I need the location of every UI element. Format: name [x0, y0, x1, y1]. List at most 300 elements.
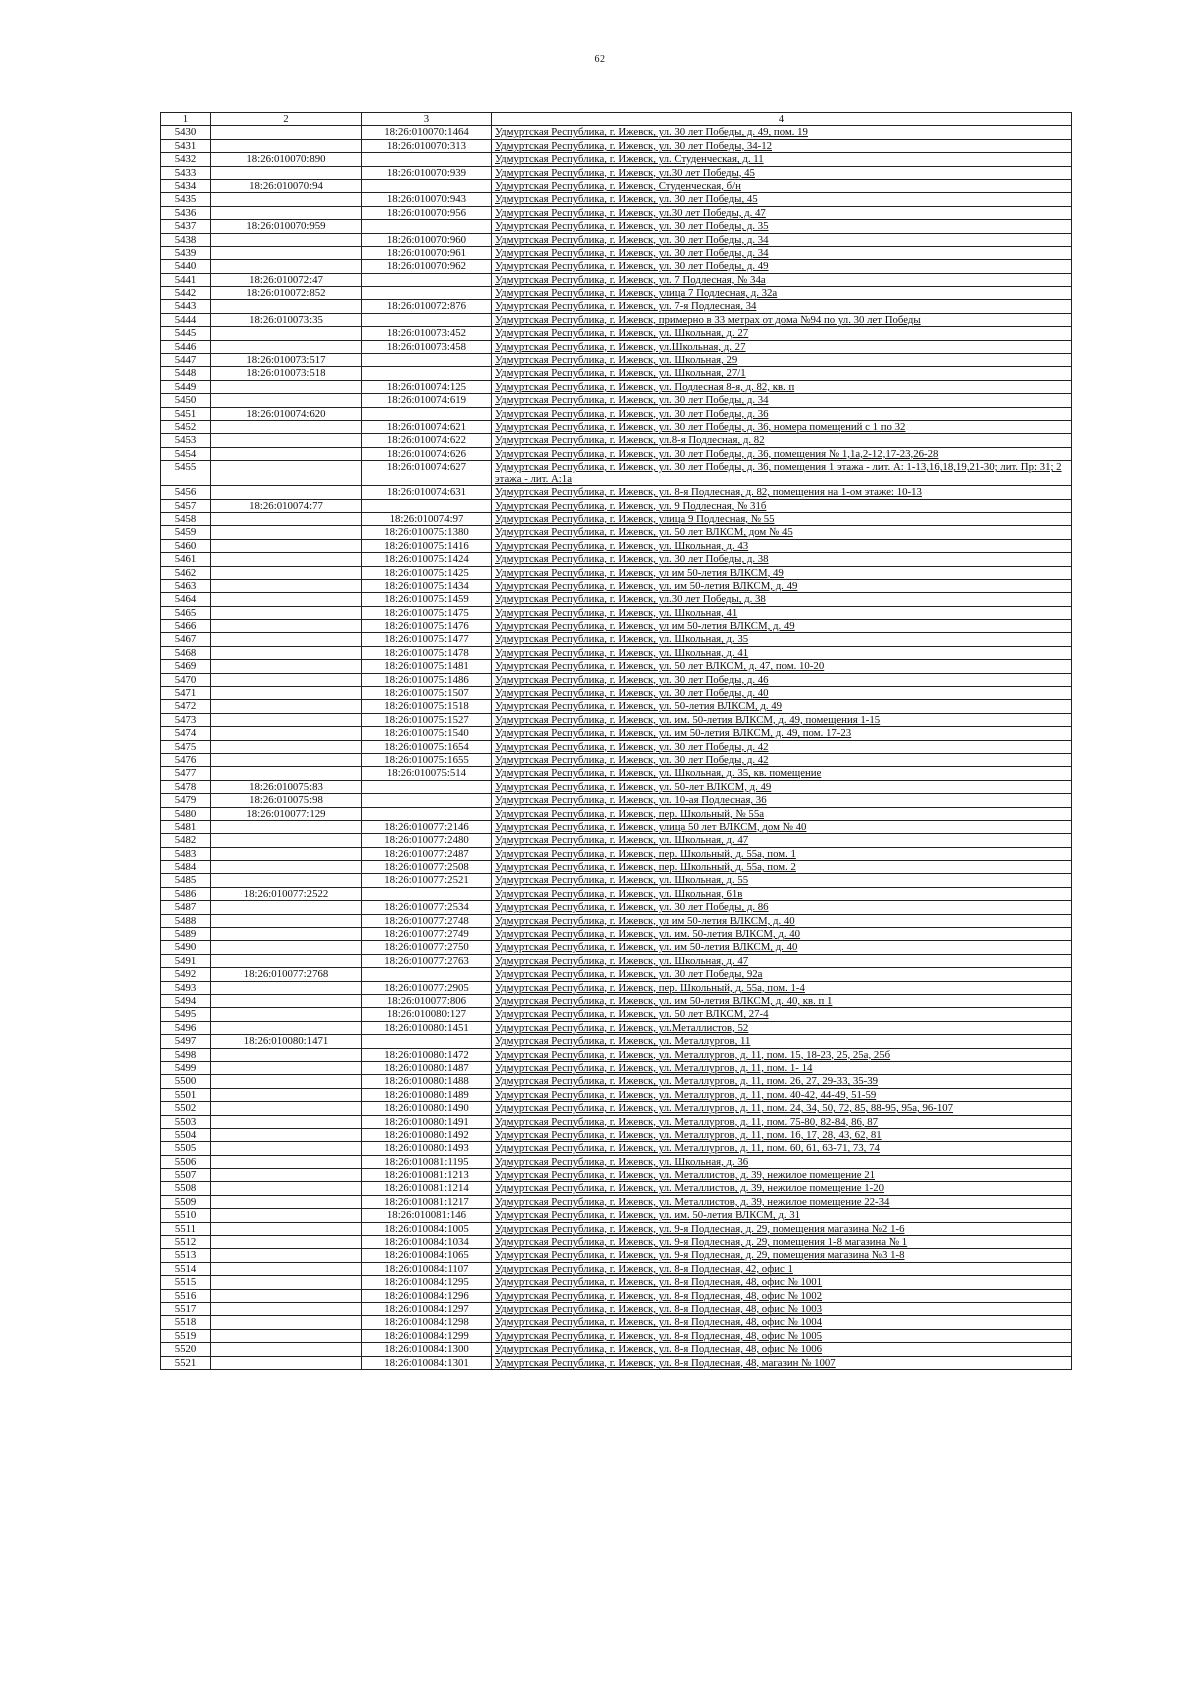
row-number-cell: 5455	[161, 461, 211, 486]
land-cadastral-number-cell: 18:26:010077:2522	[211, 887, 362, 900]
land-cadastral-number-cell	[211, 566, 362, 579]
table-row	[161, 287, 1072, 300]
table-row	[161, 1008, 1072, 1021]
land-cadastral-number-cell	[211, 1222, 362, 1235]
address-cell: Удмуртская Республика, г. Ижевск, Студенческая, б/н	[492, 179, 1072, 192]
land-cadastral-number-cell	[211, 434, 362, 447]
table-row	[161, 1195, 1072, 1208]
table-row	[161, 1329, 1072, 1342]
address-cell: Удмуртская Республика, г. Ижевск, ул. Школьная, д. 47	[492, 834, 1072, 847]
object-cadastral-number-cell: 18:26:010077:2534	[362, 901, 492, 914]
row-number-cell: 5456	[161, 486, 211, 499]
land-cadastral-number-cell	[211, 1262, 362, 1275]
object-cadastral-number-cell	[362, 499, 492, 512]
object-cadastral-number-cell	[362, 273, 492, 286]
object-cadastral-number-cell	[362, 153, 492, 166]
row-number-cell: 5506	[161, 1155, 211, 1168]
land-cadastral-number-cell	[211, 954, 362, 967]
address-cell: Удмуртская Республика, г. Ижевск, ул. 8-я Подлесная, 42, офис 1	[492, 1262, 1072, 1275]
object-cadastral-number-cell: 18:26:010077:2763	[362, 954, 492, 967]
row-number-cell: 5447	[161, 354, 211, 367]
address-cell: Удмуртская Республика, г. Ижевск, ул. им 50-летия ВЛКСМ, д. 40	[492, 941, 1072, 954]
row-number-cell: 5494	[161, 995, 211, 1008]
address-cell: Удмуртская Республика, г. Ижевск, ул. Школьная, д. 43	[492, 539, 1072, 552]
address-cell: Удмуртская Республика, г. Ижевск, ул. им. 50-летия ВЛКСМ, д. 31	[492, 1209, 1072, 1222]
row-number-cell: 5482	[161, 834, 211, 847]
table-row	[161, 327, 1072, 340]
row-number-cell: 5477	[161, 767, 211, 780]
table-row	[161, 206, 1072, 219]
land-cadastral-number-cell: 18:26:010077:2768	[211, 968, 362, 981]
object-cadastral-number-cell	[362, 220, 492, 233]
object-cadastral-number-cell: 18:26:010070:1464	[362, 126, 492, 139]
address-cell: Удмуртская Республика, г. Ижевск, ул. Металлургов, д. 11, пом. 60, 61, 63-71, 73, 74	[492, 1142, 1072, 1155]
object-cadastral-number-cell	[362, 179, 492, 192]
row-number-cell: 5449	[161, 380, 211, 393]
table-row	[161, 1142, 1072, 1155]
address-cell: Удмуртская Республика, г. Ижевск, ул. 30 лет Победы, д. 46	[492, 673, 1072, 686]
address-cell: Удмуртская Республика, г. Ижевск, ул. Металлургов, д. 11, пом. 26, 27, 29-33, 35-39	[492, 1075, 1072, 1088]
header-row	[161, 113, 1072, 126]
table-row	[161, 1343, 1072, 1356]
land-cadastral-number-cell	[211, 874, 362, 887]
land-cadastral-number-cell	[211, 727, 362, 740]
table-row	[161, 499, 1072, 512]
table-row	[161, 1316, 1072, 1329]
land-cadastral-number-cell	[211, 526, 362, 539]
row-number-cell: 5446	[161, 340, 211, 353]
object-cadastral-number-cell: 18:26:010084:1296	[362, 1289, 492, 1302]
land-cadastral-number-cell	[211, 995, 362, 1008]
address-cell: Удмуртская Республика, г. Ижевск, ул. 30 лет Победы, д. 36, номера помещений с 1 по 32	[492, 420, 1072, 433]
object-cadastral-number-cell: 18:26:010075:1540	[362, 727, 492, 740]
address-cell: Удмуртская Республика, г. Ижевск, ул. им 50-летия ВЛКСМ, д. 49	[492, 579, 1072, 592]
table-row	[161, 740, 1072, 753]
row-number-cell: 5445	[161, 327, 211, 340]
land-cadastral-number-cell	[211, 847, 362, 860]
table-row	[161, 273, 1072, 286]
land-cadastral-number-cell	[211, 394, 362, 407]
address-cell: Удмуртская Республика, г. Ижевск, ул.30 лет Победы, д. 38	[492, 593, 1072, 606]
address-cell: Удмуртская Республика, г. Ижевск, ул. Металлургов, д. 11, пом. 15, 18-23, 25, 25а, 25б	[492, 1048, 1072, 1061]
land-cadastral-number-cell	[211, 740, 362, 753]
land-cadastral-number-cell	[211, 233, 362, 246]
address-cell: Удмуртская Республика, г. Ижевск, ул. Металлургов, д. 11, пом. 40-42, 44-49, 51-59	[492, 1088, 1072, 1101]
table-row	[161, 727, 1072, 740]
object-cadastral-number-cell: 18:26:010077:2748	[362, 914, 492, 927]
land-cadastral-number-cell	[211, 1008, 362, 1021]
table-row	[161, 1276, 1072, 1289]
address-cell: Удмуртская Республика, г. Ижевск, ул.Металлистов, 52	[492, 1021, 1072, 1034]
table-row	[161, 901, 1072, 914]
object-cadastral-number-cell: 18:26:010080:1487	[362, 1061, 492, 1074]
table-row	[161, 713, 1072, 726]
row-number-cell: 5496	[161, 1021, 211, 1034]
row-number-cell: 5480	[161, 807, 211, 820]
row-number-cell: 5471	[161, 687, 211, 700]
column-header-4: 4	[492, 113, 1072, 126]
land-cadastral-number-cell	[211, 461, 362, 486]
table-row	[161, 753, 1072, 766]
table-row	[161, 861, 1072, 874]
address-cell: Удмуртская Республика, г. Ижевск, ул им 50-летия ВЛКСМ, 49	[492, 566, 1072, 579]
row-number-cell: 5453	[161, 434, 211, 447]
address-cell: Удмуртская Республика, г. Ижевск, ул. 10-ая Подлесная, 36	[492, 794, 1072, 807]
object-cadastral-number-cell: 18:26:010084:1298	[362, 1316, 492, 1329]
object-cadastral-number-cell: 18:26:010075:1459	[362, 593, 492, 606]
row-number-cell: 5474	[161, 727, 211, 740]
object-cadastral-number-cell: 18:26:010075:1477	[362, 633, 492, 646]
row-number-cell: 5500	[161, 1075, 211, 1088]
object-cadastral-number-cell: 18:26:010077:2508	[362, 861, 492, 874]
row-number-cell: 5512	[161, 1236, 211, 1249]
row-number-cell: 5435	[161, 193, 211, 206]
table-row	[161, 1102, 1072, 1115]
land-cadastral-number-cell	[211, 300, 362, 313]
table-row	[161, 1209, 1072, 1222]
object-cadastral-number-cell: 18:26:010075:1481	[362, 660, 492, 673]
column-header-2: 2	[211, 113, 362, 126]
row-number-cell: 5468	[161, 646, 211, 659]
address-cell: Удмуртская Республика, г. Ижевск, улица 9 Подлесная, № 55	[492, 512, 1072, 525]
address-cell: Удмуртская Республика, г. Ижевск, ул. Школьная, д. 27	[492, 327, 1072, 340]
table-row	[161, 914, 1072, 927]
row-number-cell: 5451	[161, 407, 211, 420]
object-cadastral-number-cell: 18:26:010070:939	[362, 166, 492, 179]
land-cadastral-number-cell	[211, 861, 362, 874]
table-row	[161, 620, 1072, 633]
row-number-cell: 5490	[161, 941, 211, 954]
table-row	[161, 233, 1072, 246]
land-cadastral-number-cell	[211, 447, 362, 460]
object-cadastral-number-cell	[362, 287, 492, 300]
land-cadastral-number-cell	[211, 1128, 362, 1141]
address-cell: Удмуртская Республика, г. Ижевск, ул. Школьная, д. 35	[492, 633, 1072, 646]
address-cell: Удмуртская Республика, г. Ижевск, ул. Школьная, д. 35, кв. помещение	[492, 767, 1072, 780]
row-number-cell: 5433	[161, 166, 211, 179]
object-cadastral-number-cell	[362, 313, 492, 326]
land-cadastral-number-cell: 18:26:010070:890	[211, 153, 362, 166]
object-cadastral-number-cell: 18:26:010077:2750	[362, 941, 492, 954]
address-cell: Удмуртская Республика, г. Ижевск, ул им 50-летия ВЛКСМ, д. 49	[492, 620, 1072, 633]
object-cadastral-number-cell	[362, 354, 492, 367]
object-cadastral-number-cell: 18:26:010075:1655	[362, 753, 492, 766]
object-cadastral-number-cell: 18:26:010080:1490	[362, 1102, 492, 1115]
table-row	[161, 847, 1072, 860]
object-cadastral-number-cell: 18:26:010077:806	[362, 995, 492, 1008]
address-cell: Удмуртская Республика, г. Ижевск, ул. 9-я Подлесная, д. 29, помещения 1-8 магазина № 1	[492, 1236, 1072, 1249]
address-cell: Удмуртская Республика, г. Ижевск, ул.30 лет Победы, д. 47	[492, 206, 1072, 219]
object-cadastral-number-cell: 18:26:010075:1424	[362, 553, 492, 566]
object-cadastral-number-cell: 18:26:010070:956	[362, 206, 492, 219]
row-number-cell: 5479	[161, 794, 211, 807]
row-number-cell: 5460	[161, 539, 211, 552]
table-row	[161, 820, 1072, 833]
address-cell: Удмуртская Республика, г. Ижевск, ул. им. 50-летия ВЛКСМ, д. 49, помещения 1-15	[492, 713, 1072, 726]
land-cadastral-number-cell	[211, 1115, 362, 1128]
table-row	[161, 407, 1072, 420]
table-row	[161, 593, 1072, 606]
object-cadastral-number-cell: 18:26:010070:943	[362, 193, 492, 206]
table-row	[161, 126, 1072, 139]
object-cadastral-number-cell: 18:26:010075:1518	[362, 700, 492, 713]
land-cadastral-number-cell	[211, 139, 362, 152]
land-cadastral-number-cell	[211, 486, 362, 499]
table-row	[161, 780, 1072, 793]
table-row	[161, 246, 1072, 259]
address-cell: Удмуртская Республика, г. Ижевск, ул. 50-лет ВЛКСМ, д. 49	[492, 780, 1072, 793]
object-cadastral-number-cell: 18:26:010080:1489	[362, 1088, 492, 1101]
object-cadastral-number-cell: 18:26:010084:1301	[362, 1356, 492, 1369]
land-cadastral-number-cell: 18:26:010072:47	[211, 273, 362, 286]
address-cell: Удмуртская Республика, г. Ижевск, ул. 9 Подлесная, № 31б	[492, 499, 1072, 512]
table-row	[161, 1061, 1072, 1074]
address-cell: Удмуртская Республика, г. Ижевск, ул. 30 лет Победы, 92а	[492, 968, 1072, 981]
object-cadastral-number-cell: 18:26:010074:621	[362, 420, 492, 433]
land-cadastral-number-cell	[211, 633, 362, 646]
row-number-cell: 5467	[161, 633, 211, 646]
row-number-cell: 5466	[161, 620, 211, 633]
land-cadastral-number-cell	[211, 646, 362, 659]
table-row	[161, 193, 1072, 206]
land-cadastral-number-cell: 18:26:010075:98	[211, 794, 362, 807]
row-number-cell: 5458	[161, 512, 211, 525]
object-cadastral-number-cell: 18:26:010077:2905	[362, 981, 492, 994]
object-cadastral-number-cell: 18:26:010074:626	[362, 447, 492, 460]
object-cadastral-number-cell: 18:26:010070:960	[362, 233, 492, 246]
land-cadastral-number-cell	[211, 1155, 362, 1168]
land-cadastral-number-cell	[211, 820, 362, 833]
row-number-cell: 5439	[161, 246, 211, 259]
address-cell: Удмуртская Республика, г. Ижевск, ул. Металлистов, д. 39, нежилое помещение 1-20	[492, 1182, 1072, 1195]
column-header-3: 3	[362, 113, 492, 126]
address-cell: Удмуртская Республика, г. Ижевск, ул. 50-летия ВЛКСМ, д. 49	[492, 700, 1072, 713]
row-number-cell: 5442	[161, 287, 211, 300]
land-cadastral-number-cell	[211, 260, 362, 273]
address-cell: Удмуртская Республика, г. Ижевск, ул. 30 лет Победы, д. 42	[492, 740, 1072, 753]
table-row	[161, 340, 1072, 353]
table-row	[161, 367, 1072, 380]
land-cadastral-number-cell	[211, 193, 362, 206]
object-cadastral-number-cell: 18:26:010075:514	[362, 767, 492, 780]
land-cadastral-number-cell	[211, 914, 362, 927]
table-row	[161, 1302, 1072, 1315]
row-number-cell: 5484	[161, 861, 211, 874]
land-cadastral-number-cell	[211, 928, 362, 941]
address-cell: Удмуртская Республика, г. Ижевск, ул. 8-я Подлесная, 48, офис № 1004	[492, 1316, 1072, 1329]
row-number-cell: 5503	[161, 1115, 211, 1128]
table-row	[161, 486, 1072, 499]
object-cadastral-number-cell: 18:26:010080:127	[362, 1008, 492, 1021]
row-number-cell: 5472	[161, 700, 211, 713]
object-cadastral-number-cell: 18:26:010074:97	[362, 512, 492, 525]
address-cell: Удмуртская Республика, г. Ижевск, ул. 50 лет ВЛКСМ, 27-4	[492, 1008, 1072, 1021]
land-cadastral-number-cell	[211, 1249, 362, 1262]
address-cell: Удмуртская Республика, г. Ижевск, ул. Школьная, д. 55	[492, 874, 1072, 887]
address-cell: Удмуртская Республика, г. Ижевск, ул.30 лет Победы, 45	[492, 166, 1072, 179]
object-cadastral-number-cell: 18:26:010074:627	[362, 461, 492, 486]
row-number-cell: 5504	[161, 1128, 211, 1141]
address-cell: Удмуртская Республика, г. Ижевск, ул им 50-летия ВЛКСМ, д. 40	[492, 914, 1072, 927]
land-cadastral-number-cell	[211, 1182, 362, 1195]
address-cell: Удмуртская Республика, г. Ижевск, ул. 8-я Подлесная, 48, магазин № 1007	[492, 1356, 1072, 1369]
land-cadastral-number-cell	[211, 1021, 362, 1034]
row-number-cell: 5501	[161, 1088, 211, 1101]
object-cadastral-number-cell: 18:26:010081:1195	[362, 1155, 492, 1168]
address-cell: Удмуртская Республика, г. Ижевск, ул. 30 лет Победы, д. 36, помещения 1 этажа - лит. А: 1-13,16,18,19,21-30; лит. Пр: 31; 2 этажа - лит. А:1а	[492, 461, 1072, 486]
address-cell: Удмуртская Республика, г. Ижевск, ул. 8-я Подлесная, 48, офис № 1006	[492, 1343, 1072, 1356]
table-row	[161, 646, 1072, 659]
object-cadastral-number-cell	[362, 968, 492, 981]
object-cadastral-number-cell: 18:26:010074:619	[362, 394, 492, 407]
row-number-cell: 5450	[161, 394, 211, 407]
address-cell: Удмуртская Республика, г. Ижевск, ул. 8-я Подлесная, 48, офис № 1001	[492, 1276, 1072, 1289]
land-cadastral-number-cell	[211, 941, 362, 954]
address-cell: Удмуртская Республика, г. Ижевск, пер. Школьный, д. 55а, пом. 1-4	[492, 981, 1072, 994]
land-cadastral-number-cell	[211, 1236, 362, 1249]
address-cell: Удмуртская Республика, г. Ижевск, ул. 30 лет Победы, д. 34	[492, 246, 1072, 259]
address-cell: Удмуртская Республика, г. Ижевск, ул. 7-я Подлесная, 34	[492, 300, 1072, 313]
address-cell: Удмуртская Республика, г. Ижевск, ул. Металлургов, 11	[492, 1035, 1072, 1048]
address-cell: Удмуртская Республика, г. Ижевск, ул. Школьная, 29	[492, 354, 1072, 367]
address-cell: Удмуртская Республика, г. Ижевск, ул. 30 лет Победы, д. 36, помещения № 1,1а,2-12,17-23,26-28	[492, 447, 1072, 460]
land-cadastral-number-cell	[211, 1048, 362, 1061]
address-cell: Удмуртская Республика, г. Ижевск, ул.8-я Подлесная, д. 82	[492, 434, 1072, 447]
row-number-cell: 5443	[161, 300, 211, 313]
table-row	[161, 1048, 1072, 1061]
row-number-cell: 5448	[161, 367, 211, 380]
address-cell: Удмуртская Республика, г. Ижевск, ул. Студенческая, д. 11	[492, 153, 1072, 166]
row-number-cell: 5517	[161, 1302, 211, 1315]
table-row	[161, 767, 1072, 780]
object-cadastral-number-cell: 18:26:010081:146	[362, 1209, 492, 1222]
row-number-cell: 5521	[161, 1356, 211, 1369]
address-cell: Удмуртская Республика, г. Ижевск, ул. Металлургов, д. 11, пом. 24, 34, 50, 72, 85, 88-95, 95а, 96-107	[492, 1102, 1072, 1115]
table-row	[161, 354, 1072, 367]
table-row	[161, 1262, 1072, 1275]
address-cell: Удмуртская Республика, г. Ижевск, ул. 8-я Подлесная, д. 82, помещения на 1-ом этаже: 10-13	[492, 486, 1072, 499]
row-number-cell: 5508	[161, 1182, 211, 1195]
row-number-cell: 5502	[161, 1102, 211, 1115]
table-row	[161, 300, 1072, 313]
address-cell: Удмуртская Республика, г. Ижевск, ул. 8-я Подлесная, 48, офис № 1005	[492, 1329, 1072, 1342]
row-number-cell: 5495	[161, 1008, 211, 1021]
land-cadastral-number-cell	[211, 1195, 362, 1208]
land-cadastral-number-cell	[211, 1316, 362, 1329]
table-row	[161, 1088, 1072, 1101]
object-cadastral-number-cell	[362, 407, 492, 420]
land-cadastral-number-cell	[211, 767, 362, 780]
object-cadastral-number-cell: 18:26:010070:313	[362, 139, 492, 152]
land-cadastral-number-cell	[211, 1088, 362, 1101]
table-row	[161, 1222, 1072, 1235]
land-cadastral-number-cell	[211, 981, 362, 994]
table-row	[161, 553, 1072, 566]
object-cadastral-number-cell	[362, 794, 492, 807]
land-cadastral-number-cell	[211, 901, 362, 914]
row-number-cell: 5515	[161, 1276, 211, 1289]
object-cadastral-number-cell: 18:26:010084:1107	[362, 1262, 492, 1275]
table-row	[161, 1115, 1072, 1128]
land-cadastral-number-cell: 18:26:010074:620	[211, 407, 362, 420]
address-cell: Удмуртская Республика, г. Ижевск, ул. 30 лет Победы, д. 49	[492, 260, 1072, 273]
table-row	[161, 139, 1072, 152]
land-cadastral-number-cell: 18:26:010080:1471	[211, 1035, 362, 1048]
object-cadastral-number-cell: 18:26:010074:125	[362, 380, 492, 393]
object-cadastral-number-cell: 18:26:010077:2749	[362, 928, 492, 941]
row-number-cell: 5481	[161, 820, 211, 833]
land-cadastral-number-cell: 18:26:010073:517	[211, 354, 362, 367]
table-row	[161, 220, 1072, 233]
object-cadastral-number-cell: 18:26:010080:1492	[362, 1128, 492, 1141]
table-row	[161, 380, 1072, 393]
row-number-cell: 5510	[161, 1209, 211, 1222]
page-number: 62	[594, 54, 606, 65]
table-row	[161, 512, 1072, 525]
object-cadastral-number-cell: 18:26:010084:1005	[362, 1222, 492, 1235]
row-number-cell: 5437	[161, 220, 211, 233]
land-cadastral-number-cell	[211, 1329, 362, 1342]
row-number-cell: 5505	[161, 1142, 211, 1155]
object-cadastral-number-cell: 18:26:010084:1299	[362, 1329, 492, 1342]
table-row	[161, 941, 1072, 954]
table-row	[161, 700, 1072, 713]
address-cell: Удмуртская Республика, г. Ижевск, ул. Школьная, д. 36	[492, 1155, 1072, 1168]
object-cadastral-number-cell: 18:26:010080:1472	[362, 1048, 492, 1061]
table-row	[161, 954, 1072, 967]
row-number-cell: 5452	[161, 420, 211, 433]
object-cadastral-number-cell: 18:26:010081:1217	[362, 1195, 492, 1208]
address-cell: Удмуртская Республика, г. Ижевск, ул. 30 лет Победы, д. 49, пом. 19	[492, 126, 1072, 139]
land-cadastral-number-cell	[211, 553, 362, 566]
address-cell: Удмуртская Республика, г. Ижевск, ул. Подлесная 8-я, д. 82, кв. п	[492, 380, 1072, 393]
row-number-cell: 5486	[161, 887, 211, 900]
table-row	[161, 687, 1072, 700]
row-number-cell: 5493	[161, 981, 211, 994]
table-row	[161, 981, 1072, 994]
address-cell: Удмуртская Республика, г. Ижевск, ул. 30 лет Победы, д. 34	[492, 233, 1072, 246]
land-cadastral-number-cell	[211, 606, 362, 619]
object-cadastral-number-cell: 18:26:010080:1493	[362, 1142, 492, 1155]
object-cadastral-number-cell: 18:26:010084:1034	[362, 1236, 492, 1249]
land-cadastral-number-cell	[211, 1302, 362, 1315]
address-cell: Удмуртская Республика, г. Ижевск, ул. 9-я Подлесная, д. 29, помещения магазина №3 1-8	[492, 1249, 1072, 1262]
object-cadastral-number-cell: 18:26:010075:1476	[362, 620, 492, 633]
table-row	[161, 834, 1072, 847]
row-number-cell: 5511	[161, 1222, 211, 1235]
object-cadastral-number-cell: 18:26:010075:1434	[362, 579, 492, 592]
object-cadastral-number-cell: 18:26:010075:1486	[362, 673, 492, 686]
row-number-cell: 5491	[161, 954, 211, 967]
table-row	[161, 447, 1072, 460]
table-row	[161, 313, 1072, 326]
object-cadastral-number-cell: 18:26:010077:2487	[362, 847, 492, 860]
table-row	[161, 579, 1072, 592]
table-row	[161, 166, 1072, 179]
row-number-cell: 5440	[161, 260, 211, 273]
land-cadastral-number-cell	[211, 1276, 362, 1289]
row-number-cell: 5478	[161, 780, 211, 793]
object-cadastral-number-cell: 18:26:010077:2146	[362, 820, 492, 833]
row-number-cell: 5507	[161, 1169, 211, 1182]
row-number-cell: 5498	[161, 1048, 211, 1061]
object-cadastral-number-cell: 18:26:010077:2480	[362, 834, 492, 847]
table-row	[161, 539, 1072, 552]
object-cadastral-number-cell: 18:26:010075:1507	[362, 687, 492, 700]
land-cadastral-number-cell	[211, 327, 362, 340]
row-number-cell: 5459	[161, 526, 211, 539]
address-cell: Удмуртская Республика, г. Ижевск, ул. 8-я Подлесная, 48, офис № 1002	[492, 1289, 1072, 1302]
